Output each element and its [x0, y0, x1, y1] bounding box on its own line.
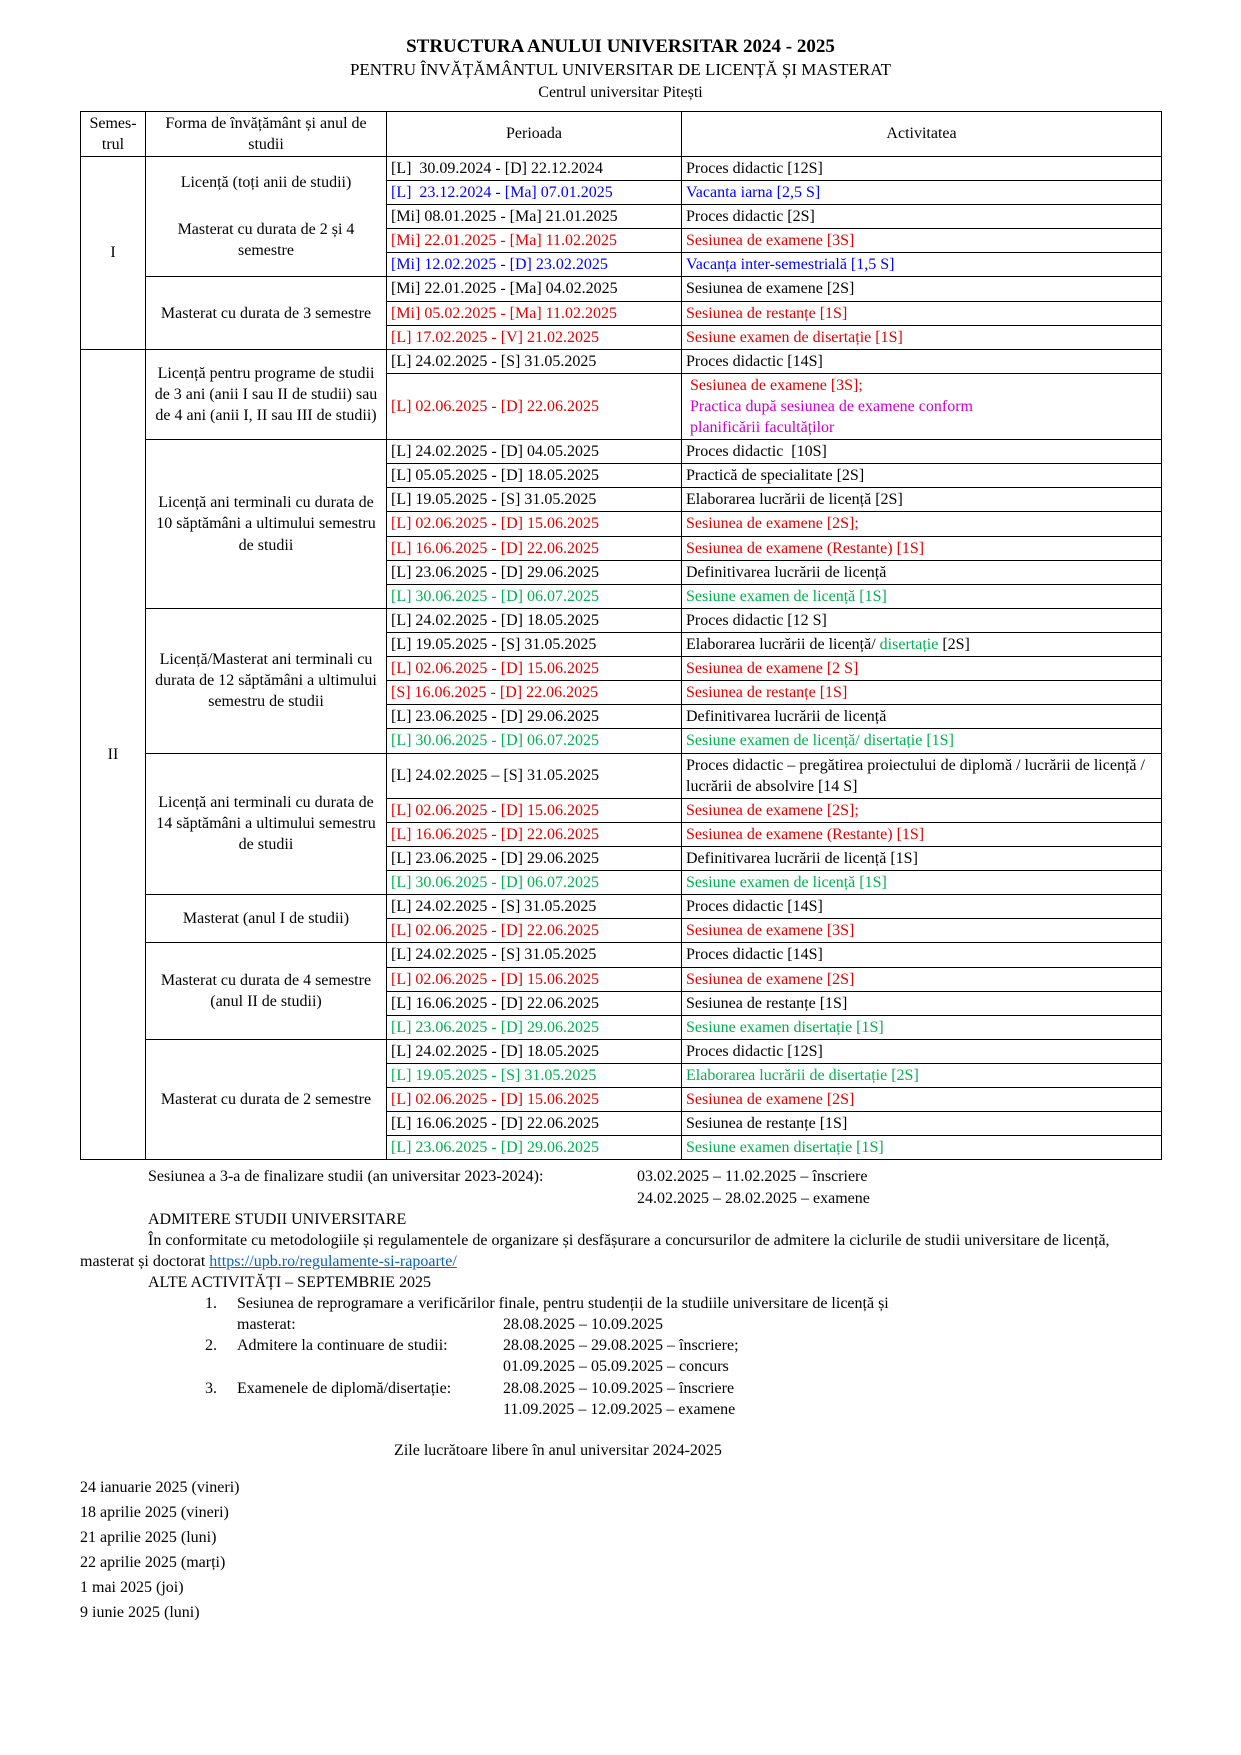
- period-cell: [L] 02.06.2025 - [D] 15.06.2025: [387, 1088, 682, 1112]
- free-day-item: 1 mai 2025 (joi): [80, 1578, 184, 1596]
- activity-cell: Sesiunea de restanțe [1S]: [682, 991, 1162, 1015]
- period-cell: [L] 05.05.2025 - [D] 18.05.2025: [387, 464, 682, 488]
- item-number: 1.: [205, 1295, 217, 1313]
- table-row: [81, 943, 1162, 967]
- table-row: [81, 753, 1162, 798]
- period-cell: [L] 30.06.2025 - [D] 06.07.2025: [387, 584, 682, 608]
- table-row: [81, 440, 1162, 464]
- activity-cell: Sesiunea de restanțe [1S]: [682, 301, 1162, 325]
- program-cell: Masterat cu durata de 4 semestre (anul II de studii): [146, 943, 387, 1039]
- title-block: [80, 34, 1161, 103]
- period-cell: [L] 24.02.2025 - [S] 31.05.2025: [387, 349, 682, 373]
- item-label: [237, 1356, 503, 1377]
- activity-cell: Proces didactic – pregătirea proiectului de diplomă / lucrării de licență / lucrării de absolvire [14 S]: [682, 753, 1162, 798]
- activity-item-line: [205, 1356, 1161, 1377]
- period-cell: [L] 24.02.2025 - [D] 18.05.2025: [387, 608, 682, 632]
- free-day-item: 22 aprilie 2025 (marți): [80, 1553, 226, 1571]
- item-dates: 28.08.2025 – 29.08.2025 – înscriere;: [503, 1337, 739, 1355]
- activity-item-line: [205, 1399, 1161, 1420]
- program-cell: Masterat (anul I de studii): [146, 895, 387, 943]
- notes-section: [80, 1166, 1161, 1624]
- item-number: [205, 1399, 237, 1420]
- item-label: Examenele de diplomă/disertație:: [237, 1379, 452, 1397]
- period-cell: [L] 30.09.2024 - [D] 22.12.2024: [387, 156, 682, 180]
- period-cell: [L] 19.05.2025 - [S] 31.05.2025: [387, 633, 682, 657]
- item-label: Sesiunea de reprogramare a verificărilor finale, pentru studenții de la studiile universitare de licență și: [237, 1295, 889, 1313]
- activity-cell: Elaborarea lucrării de licență [2S]: [682, 488, 1162, 512]
- session3-note: [148, 1166, 1161, 1187]
- activity-cell: Sesiunea de examene [3S]: [682, 919, 1162, 943]
- header-activity: Activitatea: [682, 111, 1162, 156]
- session3-note-line2: [148, 1188, 1161, 1209]
- period-cell: [L] 17.02.2025 - [V] 21.02.2025: [387, 325, 682, 349]
- table-row: [81, 349, 1162, 373]
- activity-item-line: [205, 1314, 1161, 1335]
- activity-cell: Proces didactic [12S]: [682, 1039, 1162, 1063]
- activity-cell: Proces didactic [12S]: [682, 156, 1162, 180]
- free-days-heading: Zile lucrătoare libere în anul universitar 2024-2025: [394, 1441, 722, 1459]
- period-cell: [L] 23.06.2025 - [D] 29.06.2025: [387, 1136, 682, 1160]
- activity-cell: Vacanța inter-semestrială [1,5 S]: [682, 253, 1162, 277]
- activity-cell: Definitivarea lucrării de licență [1S]: [682, 847, 1162, 871]
- activity-cell: Sesiune examen disertație [1S]: [682, 1015, 1162, 1039]
- semester-cell: I: [81, 156, 146, 349]
- program-cell: Masterat cu durata de 2 semestre: [146, 1039, 387, 1160]
- activity-cell: Proces didactic [12 S]: [682, 608, 1162, 632]
- table-row: [81, 156, 1162, 180]
- period-cell: [L] 19.05.2025 - [S] 31.05.2025: [387, 1064, 682, 1088]
- activity-cell: Sesiunea de examene [2S]: [682, 277, 1162, 301]
- activity-cell: Sesiunea de examene (Restante) [1S]: [682, 536, 1162, 560]
- period-cell: [L] 30.06.2025 - [D] 06.07.2025: [387, 729, 682, 753]
- activity-cell: Proces didactic [14S]: [682, 349, 1162, 373]
- item-label: masterat:: [237, 1316, 296, 1334]
- period-cell: [L] 16.06.2025 - [D] 22.06.2025: [387, 1112, 682, 1136]
- document-subtitle: PENTRU ÎNVĂȚĂMÂNTUL UNIVERSITAR DE LICENȚĂ ȘI MASTERAT: [349, 60, 892, 80]
- activity-cell: Elaborarea lucrării de disertație [2S]: [682, 1064, 1162, 1088]
- activity-item-line: [205, 1293, 1161, 1314]
- activity-cell: Vacanta iarna [2,5 S]: [682, 180, 1162, 204]
- other-activities-heading: ALTE ACTIVITĂȚI – SEPTEMBRIE 2025: [148, 1273, 431, 1291]
- period-cell: [L] 02.06.2025 - [D] 15.06.2025: [387, 798, 682, 822]
- document-subtitle2: Centrul universitar Pitești: [538, 83, 703, 101]
- schedule-table-body: [81, 156, 1162, 1160]
- program-cell: Licență pentru programe de studii de 3 ani (anii I sau II de studii) sau de 4 ani (anii I, II sau III de studii): [146, 349, 387, 439]
- activity-cell: Definitivarea lucrării de licență: [682, 560, 1162, 584]
- activity-cell: Sesiune examen de disertație [1S]: [682, 325, 1162, 349]
- period-cell: [L] 02.06.2025 - [D] 15.06.2025: [387, 657, 682, 681]
- item-number: 3.: [205, 1379, 217, 1397]
- activity-cell: Proces didactic [14S]: [682, 943, 1162, 967]
- free-day-item: 24 ianuarie 2025 (vineri): [80, 1478, 240, 1496]
- table-row: [81, 895, 1162, 919]
- program-cell: Licență/Masterat ani terminali cu durata de 12 săptămâni a ultimului semestru de studii: [146, 608, 387, 753]
- period-cell: [L] 02.06.2025 - [D] 22.06.2025: [387, 919, 682, 943]
- period-cell: [L] 24.02.2025 - [S] 31.05.2025: [387, 943, 682, 967]
- activity-cell: Sesiune examen de licență/ disertație [1S]: [682, 729, 1162, 753]
- activity-cell: Elaborarea lucrării de licență/ disertație [2S]: [682, 633, 1162, 657]
- period-cell: [L] 24.02.2025 - [D] 18.05.2025: [387, 1039, 682, 1063]
- semester-cell: II: [81, 349, 146, 1160]
- period-cell: [L] 16.06.2025 - [D] 22.06.2025: [387, 822, 682, 846]
- period-cell: [Mi] 12.02.2025 - [D] 23.02.2025: [387, 253, 682, 277]
- item-number: [205, 1356, 237, 1377]
- activity-cell: Proces didactic [2S]: [682, 205, 1162, 229]
- period-cell: [L] 23.06.2025 - [D] 29.06.2025: [387, 560, 682, 584]
- table-row: [81, 608, 1162, 632]
- free-day-item: 9 iunie 2025 (luni): [80, 1603, 200, 1621]
- activity-cell: Sesiunea de examene [2S];: [682, 512, 1162, 536]
- item-dates: 28.08.2025 – 10.09.2025 – înscriere: [503, 1379, 735, 1397]
- item-label: Admitere la continuare de studii:: [237, 1337, 448, 1355]
- activity-cell: Sesiune examen de licență [1S]: [682, 584, 1162, 608]
- header-semester: Semes-trul: [81, 111, 146, 156]
- session3-date-1: 03.02.2025 – 11.02.2025 – înscriere: [637, 1168, 868, 1186]
- schedule-table: [80, 111, 1162, 1161]
- activity-cell: Sesiunea de examene [2S]: [682, 1088, 1162, 1112]
- activity-cell: Sesiunea de restanțe [1S]: [682, 1112, 1162, 1136]
- free-days-list: [80, 1475, 1161, 1625]
- period-cell: [L] 23.06.2025 - [D] 29.06.2025: [387, 847, 682, 871]
- regulations-link[interactable]: https://upb.ro/regulamente-si-rapoarte/: [209, 1252, 457, 1270]
- period-cell: [L] 30.06.2025 - [D] 06.07.2025: [387, 871, 682, 895]
- program-cell: Masterat cu durata de 3 semestre: [146, 277, 387, 349]
- activity-cell: Sesiunea de examene [2S];: [682, 798, 1162, 822]
- period-cell: [Mi] 22.01.2025 - [Ma] 04.02.2025: [387, 277, 682, 301]
- activity-cell: Practică de specialitate [2S]: [682, 464, 1162, 488]
- item-number: 2.: [205, 1337, 217, 1355]
- item-dates: 01.09.2025 – 05.09.2025 – concurs: [503, 1358, 729, 1376]
- period-cell: [Mi] 05.02.2025 - [Ma] 11.02.2025: [387, 301, 682, 325]
- activity-cell: Sesiunea de examene [2S]: [682, 967, 1162, 991]
- session3-date-2: 24.02.2025 – 28.02.2025 – examene: [637, 1189, 870, 1207]
- period-cell: [L] 23.12.2024 - [Ma] 07.01.2025: [387, 180, 682, 204]
- period-cell: [L] 02.06.2025 - [D] 22.06.2025: [387, 373, 682, 439]
- activity-cell: Proces didactic [14S]: [682, 895, 1162, 919]
- period-cell: [Mi] 08.01.2025 - [Ma] 21.01.2025: [387, 205, 682, 229]
- period-cell: [Mi] 22.01.2025 - [Ma] 11.02.2025: [387, 229, 682, 253]
- program-cell: Licență (toți anii de studii) Masterat cu durata de 2 și 4 semestre: [146, 156, 387, 277]
- period-cell: [L] 02.06.2025 - [D] 15.06.2025: [387, 512, 682, 536]
- activity-item-line: [205, 1335, 1161, 1356]
- table-header-row: [81, 111, 1162, 156]
- admission-text: În conformitate cu metodologiile și regulamentele de organizare și desfășurare a concursurilor de admitere la ciclurile de studii universitare de licență, masterat și doctorat: [80, 1231, 1110, 1270]
- activity-cell: Sesiune examen de licență [1S]: [682, 871, 1162, 895]
- activity-cell: Sesiunea de examene [3S]: [682, 229, 1162, 253]
- period-cell: [S] 16.06.2025 - [D] 22.06.2025: [387, 681, 682, 705]
- period-cell: [L] 24.02.2025 - [D] 04.05.2025: [387, 440, 682, 464]
- activity-cell: Sesiunea de examene [2 S]: [682, 657, 1162, 681]
- activity-item-line: [205, 1378, 1161, 1399]
- period-cell: [L] 23.06.2025 - [D] 29.06.2025: [387, 1015, 682, 1039]
- header-program: Forma de învățământ și anul de studii: [146, 111, 387, 156]
- table-row: [81, 1039, 1162, 1063]
- item-dates: 11.09.2025 – 12.09.2025 – examene: [503, 1400, 736, 1418]
- item-label: [237, 1399, 503, 1420]
- item-number: [205, 1314, 237, 1335]
- activity-cell: Proces didactic [10S]: [682, 440, 1162, 464]
- table-row: [81, 277, 1162, 301]
- activity-cell: Sesiunea de restanțe [1S]: [682, 681, 1162, 705]
- activity-cell: Sesiunea de examene (Restante) [1S]: [682, 822, 1162, 846]
- item-dates: 28.08.2025 – 10.09.2025: [503, 1316, 663, 1334]
- period-cell: [L] 24.02.2025 - [S] 31.05.2025: [387, 895, 682, 919]
- program-cell: Licență ani terminali cu durata de 10 săptămâni a ultimului semestru de studii: [146, 440, 387, 609]
- free-day-item: 21 aprilie 2025 (luni): [80, 1528, 217, 1546]
- document-title: STRUCTURA ANULUI UNIVERSITAR 2024 - 2025: [406, 36, 835, 57]
- period-cell: [L] 02.06.2025 - [D] 15.06.2025: [387, 967, 682, 991]
- header-period: Perioada: [387, 111, 682, 156]
- free-day-item: 18 aprilie 2025 (vineri): [80, 1503, 229, 1521]
- period-cell: [L] 19.05.2025 - [S] 31.05.2025: [387, 488, 682, 512]
- admission-heading: ADMITERE STUDII UNIVERSITARE: [148, 1210, 407, 1228]
- activity-cell: Definitivarea lucrării de licență: [682, 705, 1162, 729]
- session3-label: Sesiunea a 3-a de finalizare studii (an universitar 2023-2024):: [148, 1168, 544, 1186]
- program-cell: Licență ani terminali cu durata de 14 săptămâni a ultimului semestru de studii: [146, 753, 387, 895]
- period-cell: [L] 23.06.2025 - [D] 29.06.2025: [387, 705, 682, 729]
- period-cell: [L] 16.06.2025 - [D] 22.06.2025: [387, 536, 682, 560]
- period-cell: [L] 16.06.2025 - [D] 22.06.2025: [387, 991, 682, 1015]
- admission-paragraph: [80, 1230, 1161, 1272]
- other-activities-list: [205, 1293, 1161, 1420]
- period-cell: [L] 24.02.2025 – [S] 31.05.2025: [387, 753, 682, 798]
- activity-cell: Sesiune examen disertație [1S]: [682, 1136, 1162, 1160]
- activity-cell: Sesiunea de examene [3S]; Practica după sesiunea de examene conform planificării facultăților: [682, 373, 1162, 439]
